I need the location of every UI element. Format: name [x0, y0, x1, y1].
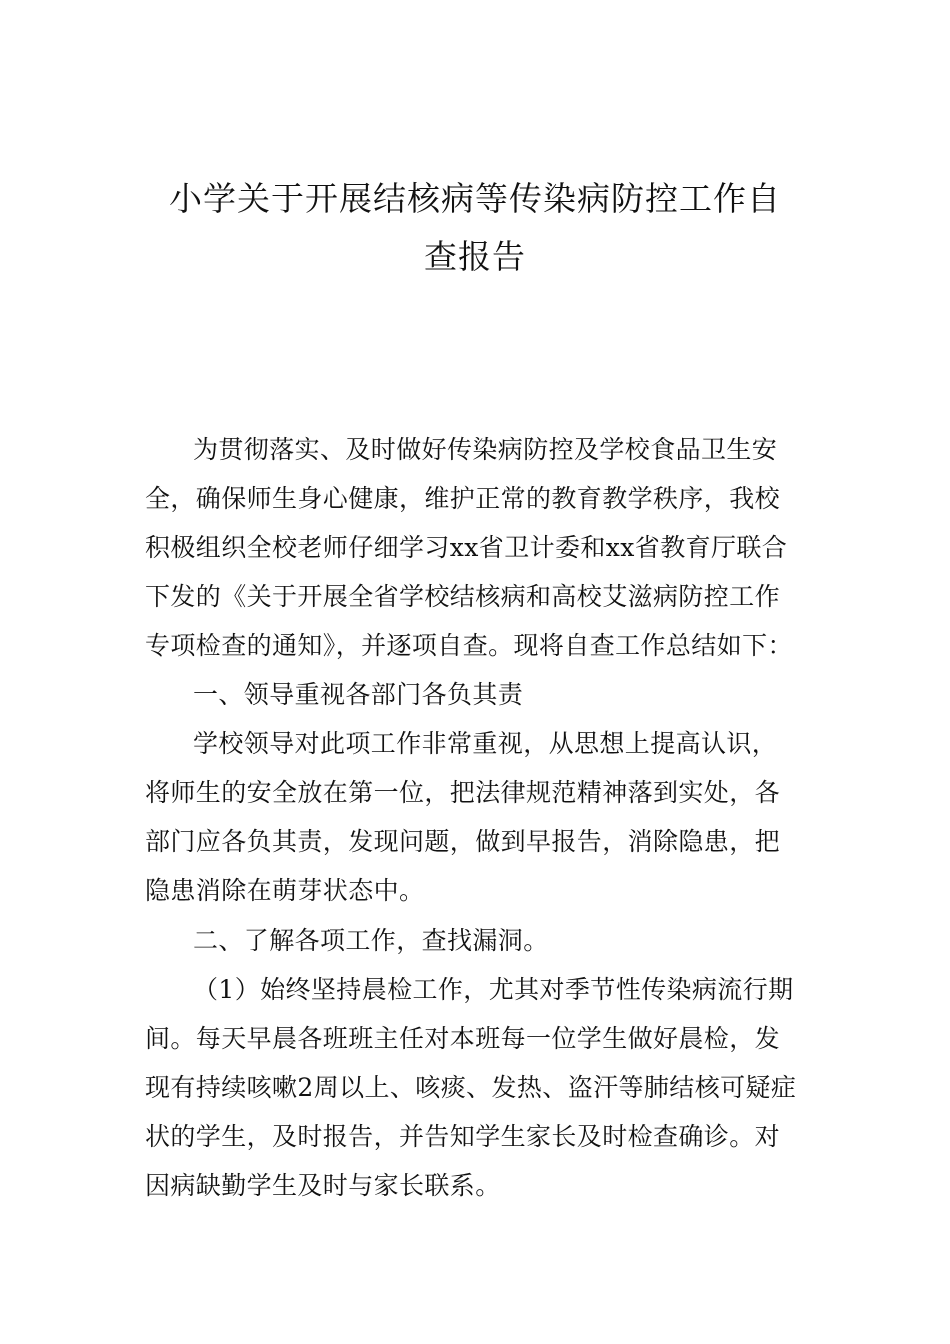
paragraph-line: 因病缺勤学生及时与家长联系。 [145, 1171, 501, 1200]
paragraph-line: 状的学生，及时报告，并告知学生家长及时检查确诊。对 [145, 1122, 781, 1151]
paragraph-line: 积极组织全校老师仔细学习xx省卫计委和xx省教育厅联合 [145, 533, 788, 562]
paragraph-line: 为贯彻落实、及时做好传染病防控及学校食品卫生安 [193, 435, 778, 464]
paragraph-line: 学校领导对此项工作非常重视，从思想上提高认识， [193, 729, 778, 758]
paragraph-line: 部门应各负其责，发现问题，做到早报告，消除隐患，把 [145, 827, 781, 856]
section-heading-2 [145, 916, 805, 965]
paragraph-intro [145, 425, 805, 670]
paragraph-line: 间。每天早晨各班班主任对本班每一位学生做好晨检，发 [145, 1024, 781, 1053]
paragraph-morning-check [145, 965, 805, 1210]
section-heading-1 [145, 670, 805, 719]
paragraph-line: 现有持续咳嗽2周以上、咳痰、发热、盗汗等肺结核可疑症 [145, 1073, 797, 1102]
section-heading-text: 一、领导重视各部门各负其责 [193, 680, 524, 709]
title-line-1: 小学关于开展结核病等传染病防控工作自 [169, 179, 781, 218]
paragraph-line: 隐患消除在萌芽状态中。 [145, 876, 425, 905]
paragraph-line: 下发的《关于开展全省学校结核病和高校艾滋病防控工作 [145, 582, 781, 611]
document-body [145, 425, 805, 1210]
title-line-2: 查报告 [424, 237, 526, 276]
paragraph-line: 专项检查的通知》，并逐项自查。现将自查工作总结如下： [145, 631, 793, 660]
section-heading-text: 二、了解各项工作，查找漏洞。 [193, 926, 549, 955]
paragraph-leadership [145, 719, 805, 915]
paragraph-line: 将师生的安全放在第一位，把法律规范精神落到实处，各 [145, 778, 781, 807]
paragraph-line: （1）始终坚持晨检工作，尤其对季节性传染病流行期 [193, 975, 794, 1004]
document-title [145, 170, 805, 286]
paragraph-line: 全，确保师生身心健康，维护正常的教育教学秩序，我校 [145, 484, 781, 513]
